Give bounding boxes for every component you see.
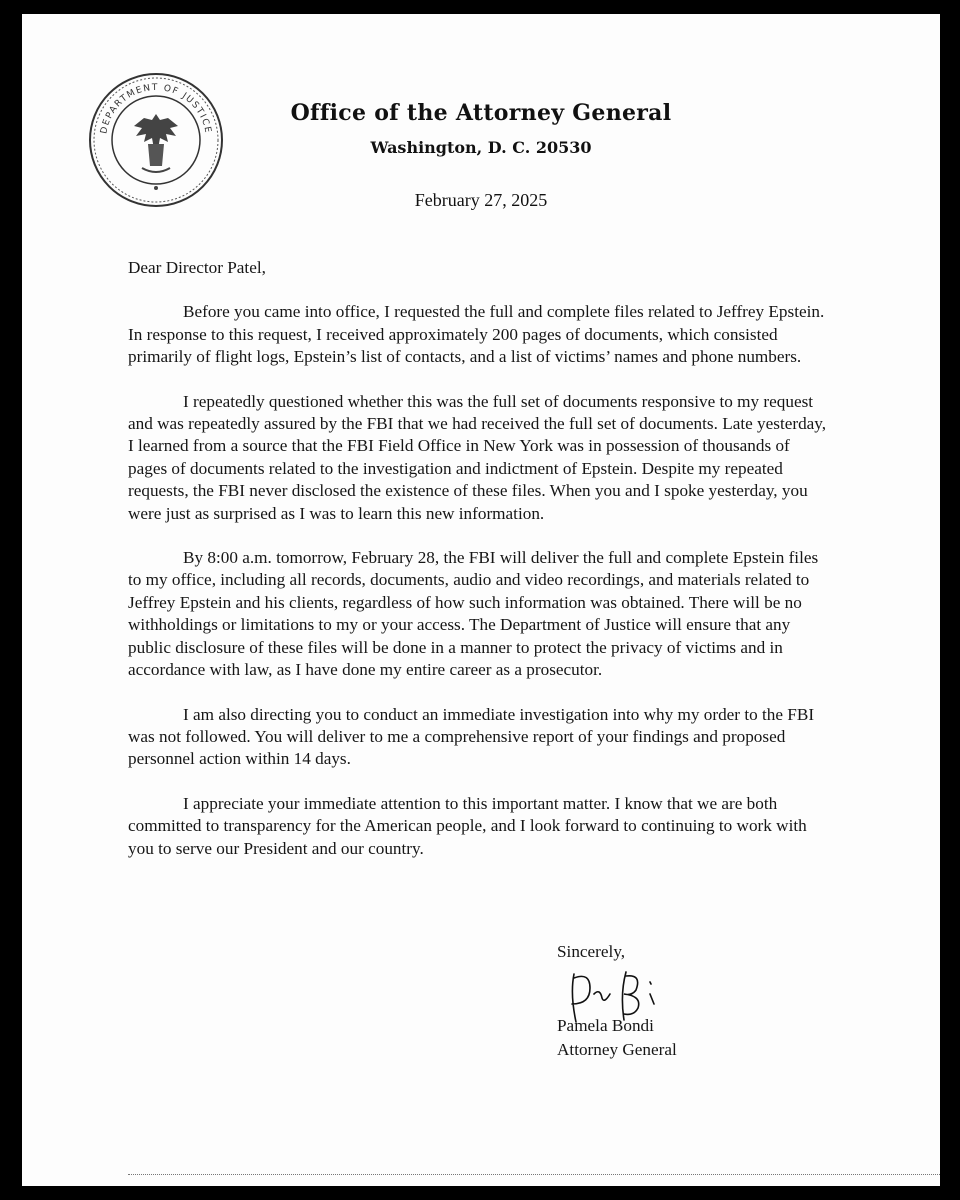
seal-text: DEPARTMENT OF JUSTICE	[99, 82, 213, 135]
paragraph-1: Before you came into office, I requested the full and complete files related to Jeffrey Epstein. In response to this request, I received approximately 200 pages of documents, which consisted primarily of flight logs, Epstein’s list of contacts, and a list of victims’ names and phone numbers.	[128, 302, 825, 367]
paragraph-4: I am also directing you to conduct an immediate investigation into why my order to the FBI was not followed. You will deliver to me a comprehensive report of your findings and proposed personnel action within 14 days.	[128, 704, 815, 769]
paragraph-5: I appreciate your immediate attention to this important matter. I know that we are both committed to transparency for the American people, and I look forward to continuing to work with you to serve our President and our country.	[128, 793, 807, 858]
paragraph-3: By 8:00 a.m. tomorrow, February 28, the FBI will deliver the full and complete Epstein files to my office, including all records, documents, audio and video recordings, and materials related to Jeffrey Epstein and his clients, regardless of how such information was obtained. There will be no withholdings or limitations to my or your access. The Department of Justice will ensure that any public disclosure of these files will be done in a manner to protect the privacy of victims and in accordance with law, as I have done my entire career as a prosecutor.	[128, 548, 819, 680]
letter-page	[22, 14, 940, 1186]
closing: Sincerely,	[557, 942, 626, 961]
letter-body	[128, 257, 833, 882]
letterhead-address: Washington, D. C. 20530	[370, 138, 592, 157]
letter-date: February 27, 2025	[414, 190, 548, 210]
signer-title: Attorney General	[557, 1040, 677, 1059]
paragraph-2: I repeatedly questioned whether this was the full set of documents responsive to my request and was repeatedly assured by the FBI that we had received the full set of documents. Late yesterday, I learned from a source that the FBI Field Office in New York was in possession of thousands of pages of documents related to the investigation and indictment of Epstein. Despite my repeated requests, the FBI never disclosed the existence of these files. When you and I spoke yesterday, you were just as surprised as I was to learn this new information.	[128, 391, 827, 523]
footer-divider	[128, 1174, 940, 1175]
letterhead-office: Office of the Attorney General	[290, 100, 672, 126]
signer-name: Pamela Bondi	[557, 1016, 654, 1035]
salutation: Dear Director Patel,	[128, 258, 266, 277]
